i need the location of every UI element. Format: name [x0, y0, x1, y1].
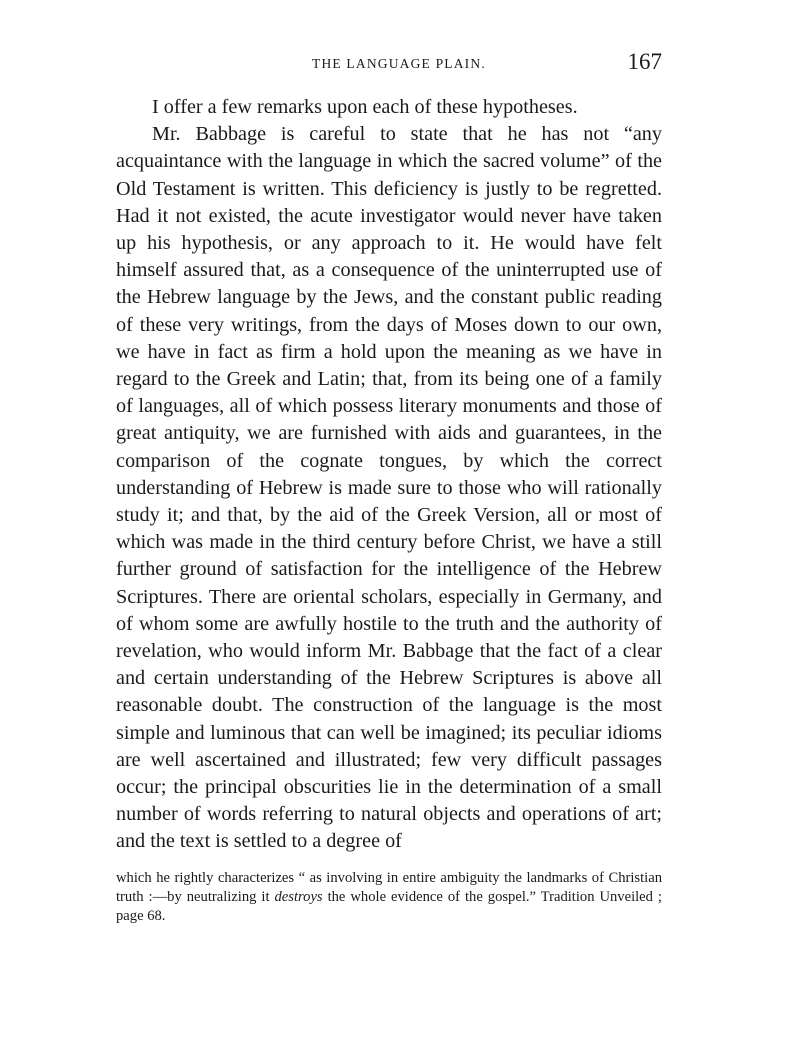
footnote-italic-word: destroys — [274, 888, 323, 905]
running-head: THE LANGUAGE PLAIN. — [312, 56, 486, 71]
page-number: 167 — [627, 49, 662, 74]
book-page — [116, 48, 662, 926]
footnote — [116, 869, 662, 926]
main-text — [116, 94, 662, 856]
footnote-text-start: which he rightly characterizes “ as involving in entire ambiguity the landmarks of Christian truth :—by neutralizing it — [116, 869, 662, 905]
paragraph-babbage: Mr. Babbage is careful to state that he has not “any acquaintance with the language in which the sacred volume” of the Old Testament is written. This deficiency is justly to be regretted. Had it not existed, the acute investigator would never have taken up his hypothesis, or any approach to it. He would have felt himself assured that, as a consequence of the uninterrupted use of the Hebrew language by the Jews, and the constant public reading of these very writings, from the days of Moses down to our own, we have in fact as firm a hold upon the meaning as we have in regard to the Greek and Latin; that, from its being one of a family of languages, all of which possess literary monuments and those of great antiquity, we are furnished with aids and guarantees, in the comparison of the cognate tongues, by which the correct understanding of Hebrew is made sure to those who will rationally study it; and that, by the aid of the Greek Version, all or most of which was made in the third century before Christ, we have a still further ground of satisfaction for the intelligence of the Hebrew Scriptures. There are oriental scholars, especially in Germany, and of whom some are awfully hostile to the truth and the authority of revelation, who would inform Mr. Babbage that the fact of a clear and certain understanding of the Hebrew Scriptures is above all reasonable doubt. The construction of the language is the most simple and luminous that can well be imagined; its peculiar idioms are well ascertained and illustrated; few very difficult passages occur; the principal obscurities lie in the determination of a small number of words referring to natural objects and operations of art; and the text is settled to a degree of — [116, 123, 662, 853]
footnote-text-end: the whole evidence of the gospel.” Tradition Unveiled ; page 68. — [116, 888, 662, 924]
paragraph-intro: I offer a few remarks upon each of these hypotheses. — [152, 96, 578, 118]
page-header — [116, 48, 662, 88]
